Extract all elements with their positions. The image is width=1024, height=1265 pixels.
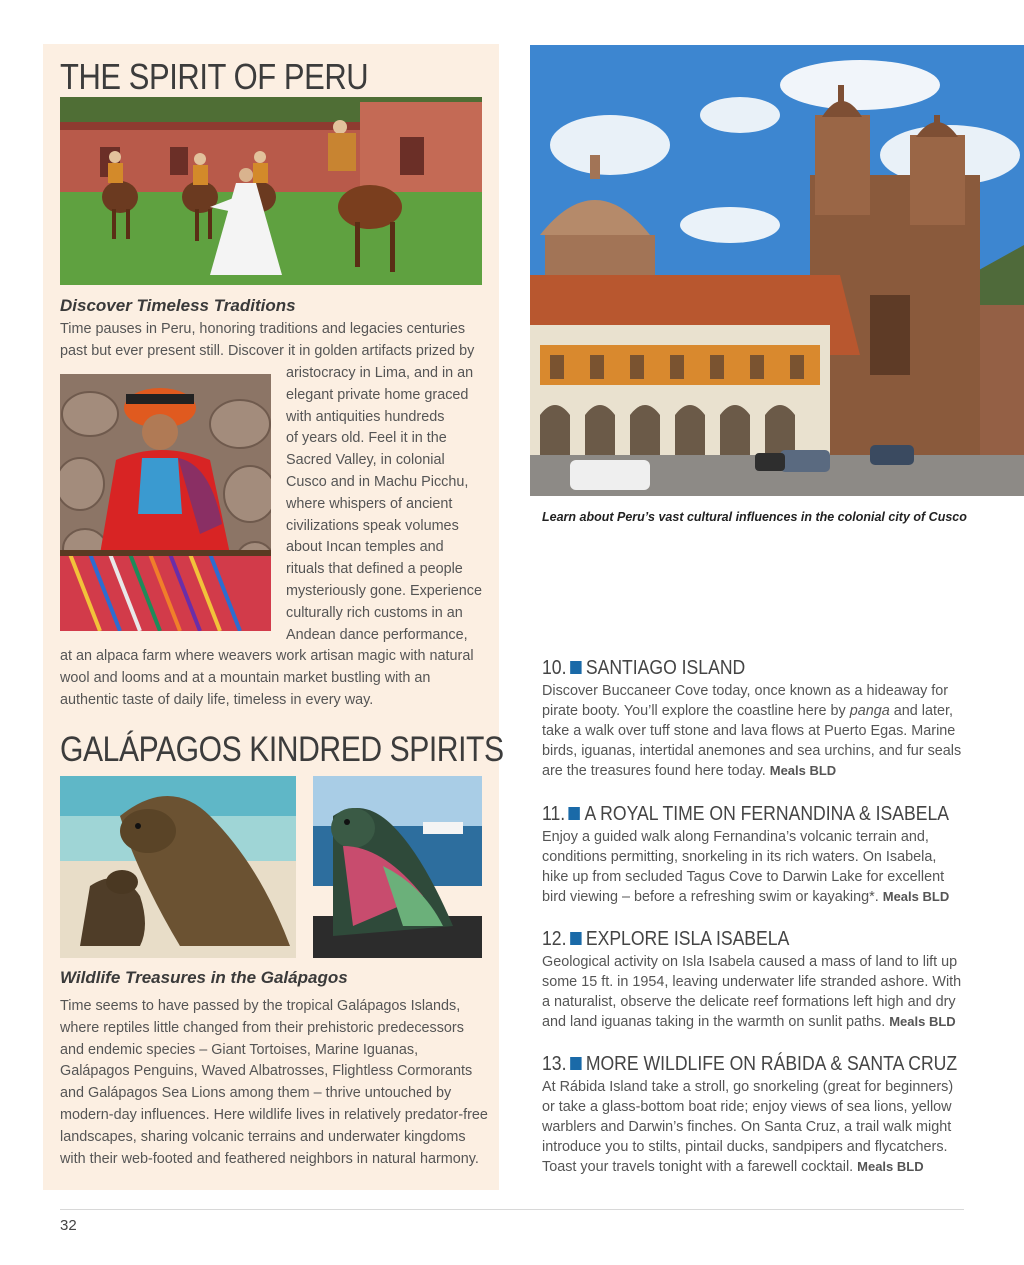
galapagos-line: Galápagos Penguins, Waved Albatrosses, Flightless Cormorants (60, 1063, 473, 1080)
day-title-text: SANTIAGO ISLAND (585, 657, 746, 679)
day-line: and land iguanas taking in the warmth on sunlit paths. Meals BLD (542, 1014, 956, 1030)
day-line: pirate booty. You’ll explore the coastline here by panga and later, (542, 703, 953, 719)
day-10 (542, 657, 982, 781)
peru-line: of years old. Feel it in the (286, 430, 447, 447)
peru-line: mysteriously gone. Experience (286, 582, 482, 599)
peru-line: civilizations speak volumes (286, 517, 459, 534)
galapagos-line: Time seems to have passed by the tropical Galápagos Islands, (60, 998, 461, 1014)
day-11 (542, 803, 982, 907)
day-number: 13. (542, 1053, 567, 1075)
day-line: or take a glass-bottom boat ride; enjoy views of sea lions, yellow (542, 1099, 952, 1115)
day-line: warblers and Darwin’s finches. On Santa Cruz, a trail walk might (542, 1119, 952, 1135)
galapagos-line: where reptiles little changed from their prehistoric predecessors (60, 1019, 464, 1036)
iguana-photo (313, 776, 482, 958)
galapagos-line: with their web-footed and feathered neighbors in natural harmony. (60, 1150, 479, 1167)
day-12 (542, 928, 982, 1032)
meals-label: Meals BLD (882, 889, 950, 904)
peru-body-top (60, 319, 474, 363)
peru-line: Time pauses in Peru, honoring traditions and legacies centuries (60, 321, 466, 337)
peru-line: at an alpaca farm where weavers work artisan magic with natural (60, 648, 474, 664)
galapagos-line: modern-day influences. Here wildlife lives in relatively predator-free (60, 1106, 488, 1123)
day-11-title (542, 803, 950, 827)
galapagos-subtitle: Wildlife Treasures in the Galápagos (60, 968, 348, 987)
peru-line: with antiquities hundreds (286, 408, 445, 425)
sea-lion-photo (60, 776, 296, 958)
footer-divider (60, 1209, 964, 1210)
day-line: Enjoy a guided walk along Fernandina’s volcanic terrain and, (542, 829, 929, 845)
galapagos-line: landscapes, sharing volcanic terrains and underwater kingdoms (60, 1128, 466, 1145)
meals-label: Meals BLD (889, 1014, 956, 1029)
cusco-cathedral-photo (530, 45, 1024, 496)
peru-line: Cusco and in Machu Picchu, (286, 473, 469, 490)
day-11-body (542, 827, 982, 907)
day-13 (542, 1053, 982, 1177)
peru-line: about Incan temples and (286, 539, 444, 556)
day-line: bird viewing – before a refreshing swim or kayaking*. Meals BLD (542, 889, 950, 905)
day-title-text: EXPLORE ISLA ISABELA (585, 928, 790, 950)
peru-line: culturally rich customs in an (286, 604, 463, 621)
peru-title: THE SPIRIT OF PERU (60, 56, 369, 97)
day-title-text: A ROYAL TIME ON FERNANDINA & ISABELA (584, 803, 950, 825)
peru-line: Sacred Valley, in colonial (286, 452, 445, 469)
peru-line: Andean dance performance, (286, 626, 468, 643)
meals-label: Meals BLD (769, 763, 837, 778)
blue-square-icon (569, 807, 580, 820)
meals-label: Meals BLD (857, 1159, 924, 1174)
peru-line: rituals that defined a people (286, 561, 463, 578)
day-12-title (542, 928, 929, 952)
page-number: 32 (60, 1217, 77, 1234)
day-number: 10. (542, 657, 567, 679)
galapagos-body (60, 996, 488, 1170)
day-10-body (542, 681, 982, 781)
peru-subtitle: Discover Timeless Traditions (60, 296, 296, 315)
day-line: At Rábida Island take a stroll, go snorkeling (great for beginners) (542, 1079, 954, 1095)
peru-body-bottom (60, 646, 474, 711)
day-number: 11. (542, 803, 566, 825)
peru-line: aristocracy in Lima, and in an (286, 365, 474, 381)
day-line: birds, iguanas, intertidal anemones and sea urchins, and fur seals (542, 743, 962, 759)
galapagos-line: and endemic species – Giant Tortoises, Marine Iguanas, (60, 1041, 419, 1058)
day-line: introduce you to stilts, pintail ducks, sandpipers and flycatchers. (542, 1139, 948, 1155)
peru-weaver-photo (60, 374, 271, 631)
day-line: Discover Buccaneer Cove today, once known as a hideaway for (542, 683, 949, 699)
day-line: conditions permitting, snorkeling in its rich waters. On Isabela, (542, 849, 937, 865)
peru-body-wrap (286, 363, 482, 646)
blue-square-icon (570, 1057, 581, 1070)
day-13-title (542, 1053, 958, 1077)
day-line: Geological activity on Isla Isabela caused a mass of land to lift up (542, 954, 958, 970)
day-line: a naturalist, observe the delicate reef formations left high and dry (542, 994, 956, 1010)
peru-line: where whispers of ancient (286, 495, 453, 512)
day-line: some 15 ft. in 1954, leaving underwater life stranded ashore. With (542, 974, 962, 990)
day-13-body (542, 1077, 982, 1177)
day-10-title (542, 657, 929, 681)
galapagos-title: GALÁPAGOS KINDRED SPIRITS (60, 730, 504, 769)
galapagos-line: and Galápagos Sea Lions among them – thrive untouched by (60, 1085, 452, 1102)
peru-line: authentic taste of daily life, timeless in every way. (60, 691, 374, 708)
peru-dance-photo (60, 97, 482, 285)
day-line: take a walk over tuff stone and lava flows at Puerto Egas. Marine (542, 723, 956, 739)
blue-square-icon (570, 932, 581, 945)
day-line: are the treasures found here today. Meals BLD (542, 763, 837, 779)
cusco-caption: Learn about Peru’s vast cultural influences in the colonial city of Cusco (542, 510, 967, 524)
day-12-body (542, 952, 982, 1032)
peru-line: past but ever present still. Discover it in golden artifacts prized by (60, 342, 475, 359)
day-line: hike up from secluded Tagus Cove to Darwin Lake for excellent (542, 869, 945, 885)
day-line: Toast your travels tonight with a farewell cocktail. Meals BLD (542, 1159, 924, 1175)
blue-square-icon (570, 661, 581, 674)
day-title-text: MORE WILDLIFE ON RÁBIDA & SANTA CRUZ (585, 1053, 958, 1075)
day-number: 12. (542, 928, 567, 950)
peru-line: wool and looms and at a mountain market bustling with an (60, 669, 431, 686)
peru-line: elegant private home graced (286, 386, 469, 403)
